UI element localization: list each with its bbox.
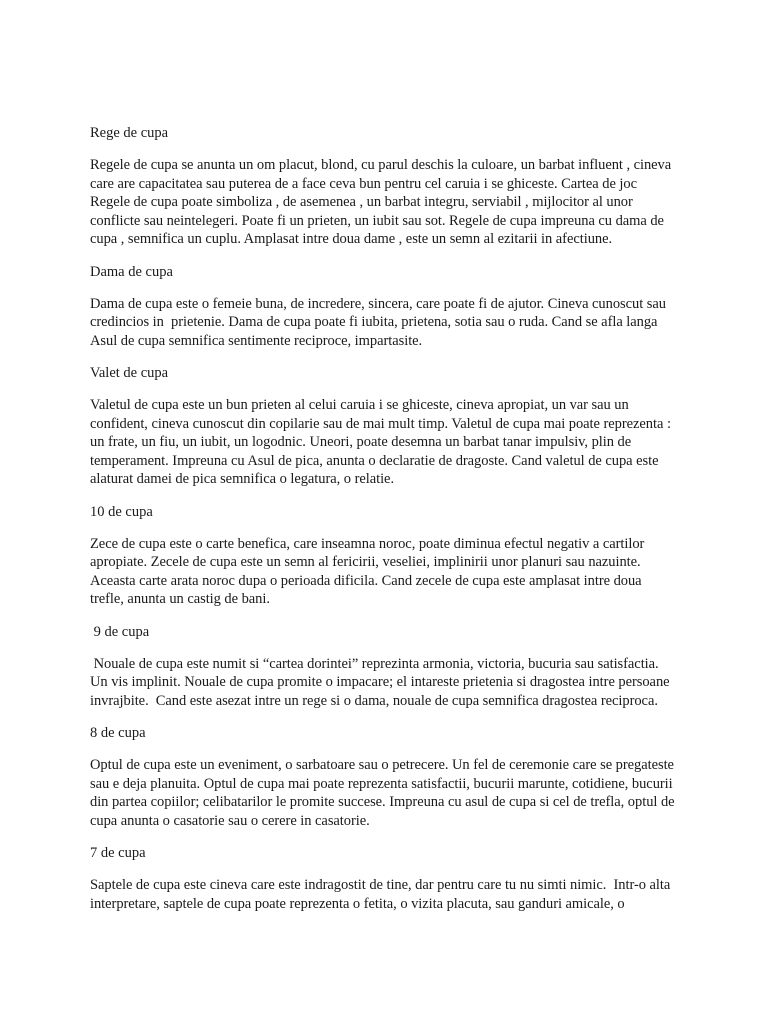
- section-9-de-cupa: [90, 623, 678, 711]
- section-8-de-cupa: [90, 724, 678, 830]
- section-paragraph: Dama de cupa este o femeie buna, de incredere, sincera, care poate fi de ajutor. Cineva cunoscut sau credincios in prietenie. Dama de cupa poate fi iubita, prietena, sotia sau o ruda. Cand se afla langa Asul de cupa semnifica sentimente reciproce, impartasite.: [90, 295, 670, 349]
- section-heading: 9 de cupa: [90, 623, 150, 640]
- section-heading: 10 de cupa: [90, 503, 153, 520]
- section-paragraph: Optul de cupa este un eveniment, o sarbatoare sau o petrecere. Un fel de ceremonie care se pregateste sau e deja planuita. Optul de cupa mai poate reprezenta satisfactii, bucurii marunte, cotidiene, bucurii din partea copiilor; celibatarilor le promite succese. Impreuna cu asul de cupa si cel de trefla, optul de cupa anunta o casatorie sau o cerere in casatorie.: [90, 757, 679, 829]
- section-paragraph: Nouale de cupa este numit si “cartea dorintei” reprezinta armonia, victoria, bucuria sau satisfactia. Un vis implinit. Nouale de cupa promite o impacare; el intareste prietenia si dragostea intre persoane invrajbite. Cand este asezat intre un rege si o dama, nouale de cupa semnifica dragostea reciproca.: [90, 655, 674, 709]
- section-7-de-cupa: [90, 844, 678, 913]
- section-valet-de-cupa: [90, 364, 678, 489]
- section-paragraph: Regele de cupa se anunta un om placut, blond, cu parul deschis la culoare, un barbat influent , cineva care are capacitatea sau puterea de a face ceva bun pentru cel caruia i se ghiceste. Cartea de joc Regele de cupa poate simboliza , de asemenea , un barbat integru, serviabil , mijlocitor al unor conflicte sau neintelegeri. Poate fi un prieten, un iubit sau sot. Regele de cupa impreuna cu dama de cupa , semnifica un cuplu. Amplasat intre doua dame , este un semn al ezitarii in afectiune.: [90, 157, 675, 247]
- section-paragraph: Saptele de cupa este cineva care este indragostit de tine, dar pentru care tu nu simti nimic. Intr-o alta interpretare, saptele de cupa poate reprezenta o fetita, o vizita placuta, sau ganduri amicale, o: [90, 877, 674, 912]
- section-paragraph: Valetul de cupa este un bun prieten al celui caruia i se ghiceste, cineva apropiat, un var sau un confident, cineva cunoscut din copilarie sau de mai mult timp. Valetul de cupa mai poate reprezenta : un frate, un fiu, un iubit, un logodnic. Uneori, poate desemna un barbat tanar impulsiv, plin de temperament. Impreuna cu Asul de pica, anunta o declaratie de dragoste. Cand valetul de cupa este alaturat damei de pica semnifica o legatura, o relatie.: [90, 397, 675, 487]
- section-heading: 8 de cupa: [90, 725, 146, 741]
- document-page: [90, 124, 678, 927]
- section-heading: Valet de cupa: [90, 365, 169, 381]
- section-heading: 7 de cupa: [90, 845, 146, 861]
- section-10-de-cupa: [90, 503, 678, 609]
- section-heading: Rege de cupa: [90, 125, 169, 141]
- section-paragraph: Zece de cupa este o carte benefica, care inseamna noroc, poate diminua efectul negativ a cartilor apropiate. Zecele de cupa este un semn al fericirii, veseliei, implinirii unor planuri sau nazuinte. Aceasta carte arata noroc dupa o perioada dificila. Cand zecele de cupa este amplasat intre doua trefle, anunta un castig de bani.: [90, 535, 648, 607]
- section-rege-de-cupa: [90, 124, 678, 249]
- section-dama-de-cupa: [90, 263, 678, 351]
- section-heading: Dama de cupa: [90, 263, 173, 280]
